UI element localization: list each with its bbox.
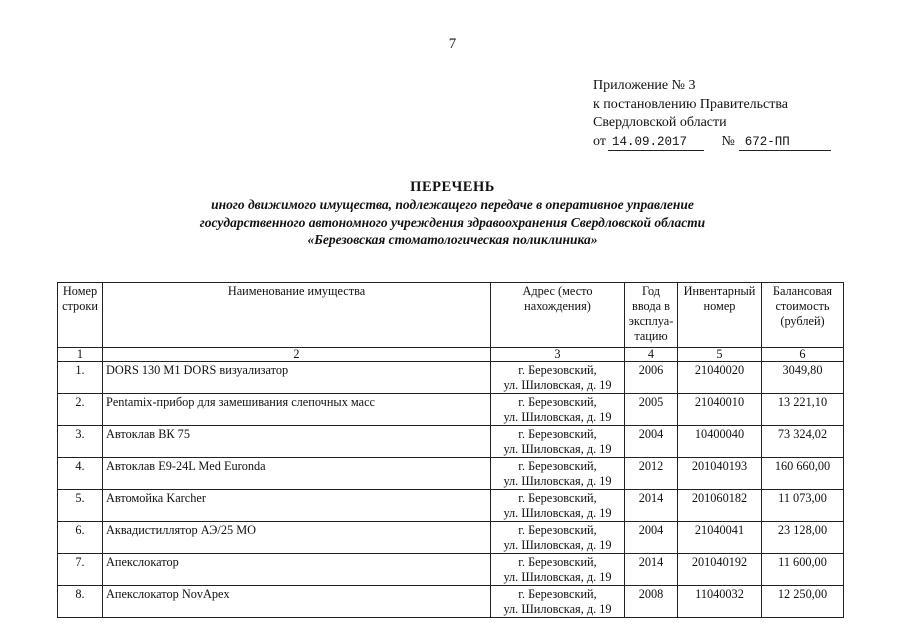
- column-number: 3: [491, 348, 625, 362]
- annex-from-label: от: [593, 133, 606, 149]
- address-city: г. Березовский,: [518, 427, 597, 441]
- balance-cost: 160 660,00: [762, 458, 844, 490]
- property-name: Аквадистиллятор АЭ/25 МО: [103, 522, 491, 554]
- row-number: 8.: [58, 586, 103, 618]
- inventory-number: 201040193: [678, 458, 762, 490]
- property-name: Pentamix-прибор для замешивания слепочных масс: [103, 394, 491, 426]
- address-city: г. Березовский,: [518, 363, 597, 377]
- header-year: Год ввода в эксплуа-тацию: [625, 283, 678, 348]
- table-row: [58, 490, 844, 522]
- property-name: Апекслокатор NovApex: [103, 586, 491, 618]
- commission-year: 2005: [625, 394, 678, 426]
- column-number: 1: [58, 348, 103, 362]
- header-inventory-number: Инвентарный номер: [678, 283, 762, 348]
- title-subtitle-3: «Березовская стоматологическая поликлиника»: [307, 232, 598, 247]
- balance-cost: 11 073,00: [762, 490, 844, 522]
- property-name: Автоклав ВК 75: [103, 426, 491, 458]
- row-number: 6.: [58, 522, 103, 554]
- header-property-name: Наименование имущества: [103, 283, 491, 348]
- table-column-number-row: [58, 348, 844, 362]
- table-row: [58, 394, 844, 426]
- commission-year: 2006: [625, 362, 678, 394]
- address-city: г. Березовский,: [518, 587, 597, 601]
- annex-title: Приложение № 3: [593, 78, 696, 93]
- title-subtitle-2: государственного автономного учреждения здравоохранения Свердловской области: [199, 214, 706, 230]
- property-address: [491, 490, 625, 522]
- column-number: 6: [762, 348, 844, 362]
- inventory-number: 201060182: [678, 490, 762, 522]
- address-city: г. Березовский,: [518, 395, 597, 409]
- inventory-number: 21040010: [678, 394, 762, 426]
- document-title: [0, 178, 905, 249]
- header-balance-cost: Балансовая стоимость (рублей): [762, 283, 844, 348]
- address-street: ул. Шиловская, д. 19: [503, 602, 612, 616]
- table-row: [58, 554, 844, 586]
- inventory-number: 21040041: [678, 522, 762, 554]
- annex-block: [593, 77, 831, 151]
- annex-date-line: [593, 133, 831, 152]
- annex-number: 672-ПП: [739, 135, 831, 151]
- column-number: 5: [678, 348, 762, 362]
- property-address: [491, 522, 625, 554]
- balance-cost: 3049,80: [762, 362, 844, 394]
- commission-year: 2014: [625, 554, 678, 586]
- address-street: ул. Шиловская, д. 19: [503, 570, 612, 584]
- table-header-row: [58, 283, 844, 348]
- header-address: Адрес (место нахождения): [491, 283, 625, 348]
- header-row-number: Номер строки: [58, 283, 103, 348]
- annex-region: Свердловской области: [593, 115, 727, 130]
- commission-year: 2004: [625, 426, 678, 458]
- annex-number-label: №: [721, 133, 735, 149]
- property-address: [491, 586, 625, 618]
- property-name: DORS 130 M1 DORS визуализатор: [103, 362, 491, 394]
- page-number: 7: [448, 36, 457, 52]
- table-row: [58, 586, 844, 618]
- property-table: [57, 282, 844, 618]
- address-street: ул. Шиловская, д. 19: [503, 410, 612, 424]
- address-street: ул. Шиловская, д. 19: [503, 474, 612, 488]
- table-row: [58, 458, 844, 490]
- property-name: Автомойка Karcher: [103, 490, 491, 522]
- property-address: [491, 426, 625, 458]
- commission-year: 2014: [625, 490, 678, 522]
- balance-cost: 12 250,00: [762, 586, 844, 618]
- property-address: [491, 458, 625, 490]
- inventory-number: 21040020: [678, 362, 762, 394]
- row-number: 2.: [58, 394, 103, 426]
- address-street: ул. Шиловская, д. 19: [503, 442, 612, 456]
- address-city: г. Березовский,: [518, 555, 597, 569]
- row-number: 3.: [58, 426, 103, 458]
- title-subtitle-1: иного движимого имущества, подлежащего передаче в оперативное управление: [211, 197, 694, 212]
- commission-year: 2012: [625, 458, 678, 490]
- commission-year: 2004: [625, 522, 678, 554]
- table-row: [58, 362, 844, 394]
- property-address: [491, 554, 625, 586]
- column-number: 2: [103, 348, 491, 362]
- property-address: [491, 362, 625, 394]
- inventory-number: 201040192: [678, 554, 762, 586]
- address-street: ул. Шиловская, д. 19: [503, 378, 612, 392]
- address-street: ул. Шиловская, д. 19: [503, 506, 612, 520]
- title-heading: ПЕРЕЧЕНЬ: [410, 179, 495, 195]
- annex-resolution: к постановлению Правительства: [593, 96, 789, 112]
- property-address: [491, 394, 625, 426]
- table-row: [58, 426, 844, 458]
- row-number: 5.: [58, 490, 103, 522]
- property-name: Автоклав E9-24L Med Euronda: [103, 458, 491, 490]
- address-city: г. Березовский,: [518, 491, 597, 505]
- balance-cost: 23 128,00: [762, 522, 844, 554]
- row-number: 1.: [58, 362, 103, 394]
- annex-date: 14.09.2017: [608, 135, 704, 151]
- inventory-number: 10400040: [678, 426, 762, 458]
- row-number: 7.: [58, 554, 103, 586]
- table-row: [58, 522, 844, 554]
- balance-cost: 73 324,02: [762, 426, 844, 458]
- row-number: 4.: [58, 458, 103, 490]
- commission-year: 2008: [625, 586, 678, 618]
- inventory-number: 11040032: [678, 586, 762, 618]
- column-number: 4: [625, 348, 678, 362]
- address-street: ул. Шиловская, д. 19: [503, 538, 612, 552]
- address-city: г. Березовский,: [518, 523, 597, 537]
- address-city: г. Березовский,: [518, 459, 597, 473]
- property-name: Апекслокатор: [103, 554, 491, 586]
- balance-cost: 11 600,00: [762, 554, 844, 586]
- balance-cost: 13 221,10: [762, 394, 844, 426]
